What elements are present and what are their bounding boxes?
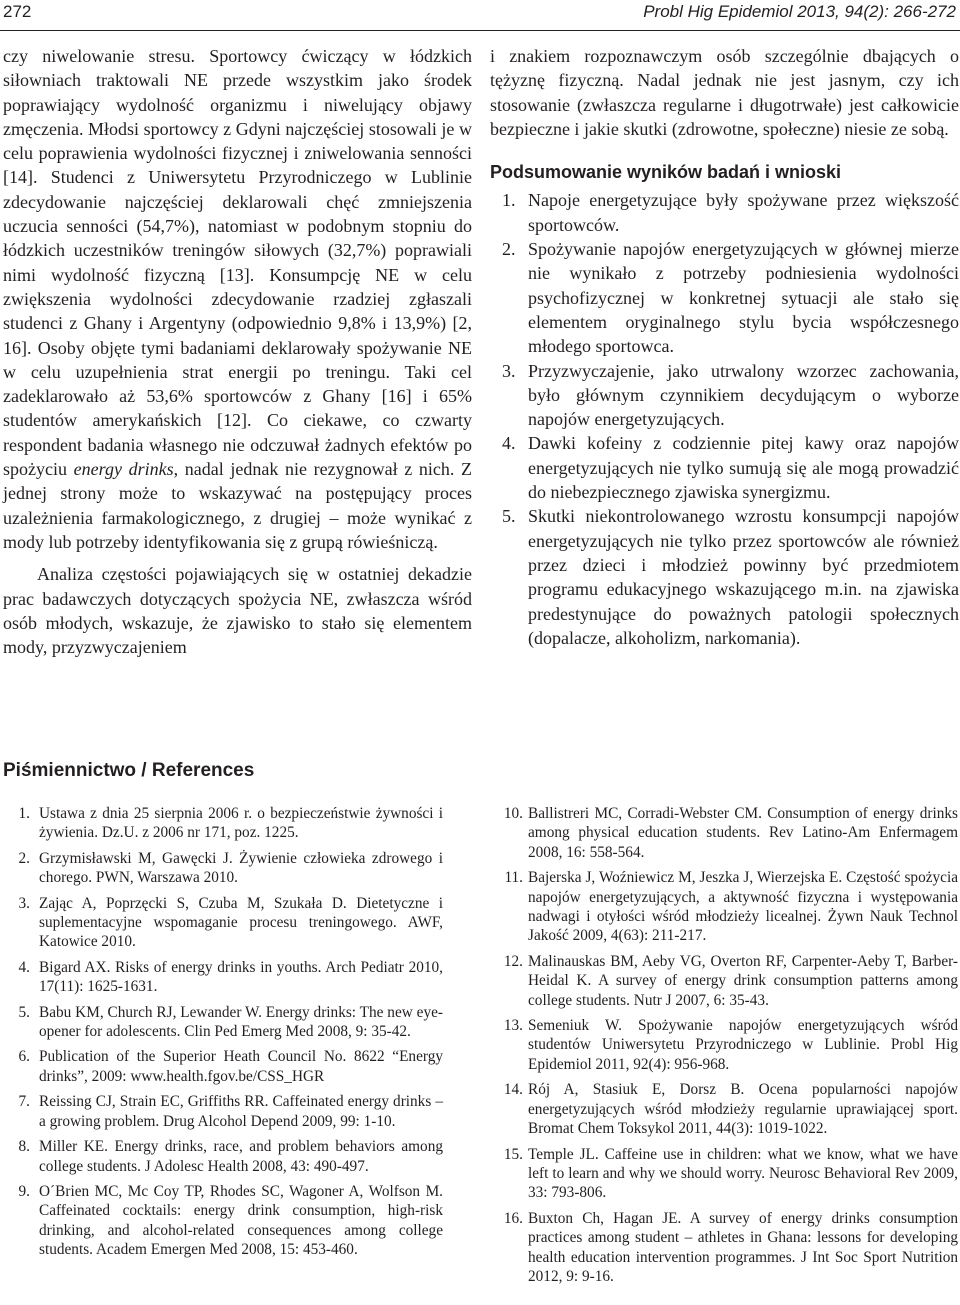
item-number: 2. — [502, 239, 516, 260]
reference-number: 10. — [503, 805, 523, 822]
reference-text: Buxton Ch, Hagan JE. A survey of energy drinks consumption practices among student – athletes in Ghana: lessons for developing health education intervention programmes. J Int Soc Sport Nutrition 2012, 9: 9-16. — [528, 1209, 958, 1285]
reference-number: 9. — [18, 1182, 30, 1200]
body-paragraph: Analiza częstości pojawiających się w ostatniej dekadzie prac badawczych dotyczących spożycia NE, zwłaszcza wśród osób młodych, wskazuje, że zjawisko to stało się elementem mody, przyzwyczajeniem — [3, 564, 472, 658]
conclusion-item — [490, 237, 959, 358]
item-number: 5. — [502, 506, 516, 527]
reference-text: Temple JL. Caffeine use in children: what we know, what we have left to learn and why we should worry. Neurosc Behavioral Rev 2009, 33: 793-806. — [528, 1145, 958, 1202]
references-heading: Piśmiennictwo / References — [3, 760, 255, 781]
page-header — [0, 0, 960, 31]
reference-number: 12. — [503, 952, 523, 970]
reference-item — [3, 1003, 443, 1042]
reference-item — [3, 1047, 443, 1086]
reference-number: 13. — [503, 1017, 523, 1035]
reference-item — [496, 868, 958, 946]
body-paragraph: i znakiem rozpoznawczym osób szczególnie dbających o tężyznę fizyczną. Nadal jednak nie jest jasnym, czy ich stosowanie (zwłaszcza regularne i długotrwałe) jest całkowicie bezpieczne i jakie skutki (zdrowotne, społeczne) niesie ze sobą. — [490, 46, 959, 139]
reference-number: 16. — [503, 1209, 523, 1227]
reference-text: Semeniuk W. Spożywanie napojów energetyzujących wśród studentów Uniwersytetu Przyrodniczego w Lublinie. Probl Hig Epidemiol 2011, 92(4): 956-968. — [528, 1017, 958, 1073]
reference-number: 8. — [18, 1138, 30, 1156]
reference-text: Bigard AX. Risks of energy drinks in youths. Arch Pediatr 2010, 17(11): 1625-1631. — [39, 958, 443, 996]
item-number: 3. — [502, 360, 516, 381]
journal-citation: Probl Hig Epidemiol 2013, 94(2): 266-272 — [643, 2, 956, 21]
reference-text: Babu KM, Church RJ, Lewander W. Energy drinks: The new eye-opener for adolescents. Clin Ped Emerg Med 2008, 9: 35-42. — [39, 1003, 443, 1041]
reference-text: Rój A, Stasiuk E, Dorsz B. Ocena popularności napojów energetyzujących wśród młodzieży regularnie uprawiającej sport. Bromat Chem Toksykol 2011, 44(3): 1019-1022. — [528, 1081, 958, 1138]
conclusion-item — [490, 431, 959, 504]
reference-item — [496, 1145, 958, 1203]
left-column — [3, 44, 472, 659]
conclusion-item — [490, 359, 959, 432]
reference-text: O´Brien MC, Mc Coy TP, Rhodes SC, Wagoner A, Wolfson M. Caffeinated cocktails: energy drink consumption, high-risk drinking, and alcohol-related consequences among college students. Academ Emergen Med 2008, 15: 453-460. — [39, 1182, 443, 1259]
reference-number: 2. — [18, 849, 30, 867]
paragraph-text: czy niwelowanie stresu. Sportowcy ćwiczący w łódzkich siłowniach traktowali NE przede wszystkim jako środek poprawiający wydolność organizmu i niwelujący objawy zmęczenia. Młodsi sportowcy z Gdyni najczęściej stosowali je w celu poprawienia wydolności fizycznej i zniwelowania senności [14]. Studenci z Uniwersytetu Przyrodniczego w Lublinie zdecydowanie najczęściej deklarowali chęć zmniejszenia uczucia senności (54,7%), natomiast w podobnym stopniu do łódzkich uczestników treningów siłowych (32,7%) poprawiali nimi wydolność fizyczną [13]. Konsumpcję NE w celu zwiększenia wydolności zdecydowanie rzadziej zgłaszali studenci z Ghany i Argentyny (odpowiednio 9,8% i 13,9%) [2, 16]. Osoby objęte tymi badaniami deklarowały spożywanie NE w celu uzupełnienia strat energii po treningu. Taki cel zadeklarowało aż 53,6% sportowców z Ghany [16] i 65% studentów amerykańskich [12]. Co ciekawe, co czwarty respondent badania własnego nie odczuwał żadnych efektów po spożyciu — [3, 46, 472, 480]
reference-number: 5. — [18, 1003, 30, 1021]
item-text: Skutki niekontrolowanego wzrostu konsumpcji napojów energetyzujących nie tylko przez sportowców ale również przez dzieci i młodzież powinny być przedmiotem programu edukacyjnego wskazującego m.in. na zjawiska predestynujące do poważnych patologii społecznych (dopalacze, alkoholizm, narkomania). — [528, 506, 959, 648]
right-column — [490, 44, 959, 650]
reference-number: 15. — [503, 1145, 523, 1163]
reference-number: 1. — [18, 805, 30, 822]
reference-text: Bajerska J, Woźniewicz M, Jeszka J, Wierzejska E. Częstość spożycia napojów energetyzujących, a aktywność fizyczna i występowania nadwagi i otyłości wśród młodzieży licealnej. Żywn Nauk Technol Jakość 2009, 4(63): 211-217. — [528, 869, 958, 945]
item-text: Napoje energetyzujące były spożywane przez większość sportowców. — [528, 190, 959, 235]
item-number: 4. — [502, 433, 516, 454]
item-text: Przyzwyczajenie, jako utrwalony wzorzec zachowania, było głównym czynnikiem decydującym o wyborze napojów energetyzujących. — [528, 360, 959, 430]
reference-text: Grzymisławski M, Gawęcki J. Żywienie człowieka zdrowego i chorego. PWN, Warszawa 2010. — [39, 849, 443, 887]
reference-text: Ballistreri MC, Corradi-Webster CM. Consumption of energy drinks among physical education students. Rev Latino-Am Enfermagem 2008, 16: 558-564. — [528, 805, 958, 861]
reference-text: Malinauskas BM, Aeby VG, Overton RF, Carpenter-Aeby T, Barber-Heidal K. A survey of energy drink consumption patterns among college students. Nutr J 2007, 6: 35-43. — [528, 952, 958, 1009]
reference-item — [3, 958, 443, 997]
conclusion-item — [490, 188, 959, 237]
item-number: 1. — [502, 190, 516, 211]
conclusion-item — [490, 504, 959, 650]
reference-number: 6. — [18, 1048, 30, 1066]
reference-text: Miller KE. Energy drinks, race, and problem behaviors among college students. J Adolesc Health 2008, 43: 490-497. — [39, 1138, 443, 1175]
reference-item — [3, 894, 443, 952]
reference-text: Ustawa z dnia 25 sierpnia 2006 r. o bezpieczeństwie żywności i żywienia. Dz.U. z 2006 nr 171, poz. 1225. — [39, 805, 443, 842]
reference-item — [3, 804, 443, 843]
references-left-column — [3, 804, 443, 1266]
reference-number: 11. — [504, 869, 523, 887]
conclusions-heading: Podsumowanie wyników badań i wnioski — [490, 162, 842, 183]
italic-term: energy drinks — [73, 459, 174, 480]
page-number: 272 — [3, 2, 32, 21]
reference-number: 3. — [18, 894, 30, 912]
reference-number: 4. — [18, 958, 30, 976]
reference-text: Zając A, Poprzęcki S, Czuba M, Szukała D. Dietetyczne i suplementacyjne wspomaganie procesu treningowego. AWF, Katowice 2010. — [39, 894, 443, 951]
reference-item — [496, 1209, 958, 1287]
reference-text: Reissing CJ, Strain EC, Griffiths RR. Caffeinated energy drinks – a growing problem. Drug Alcohol Depend 2009, 99: 1-10. — [39, 1093, 443, 1130]
paragraph-text: , nadal jednak nie rezygnował z nich. Z jednej strony może to wskazywać na postępujący proces uzależnienia farmakologicznego, z drugiej – może wynikać z mody lub potrzeby identyfikowania się z grupą rówieśniczą. — [3, 459, 473, 552]
reference-item — [496, 952, 958, 1010]
reference-item — [3, 1137, 443, 1176]
reference-item — [3, 1092, 443, 1131]
reference-item — [496, 1080, 958, 1138]
reference-item — [496, 804, 958, 862]
body-paragraph — [3, 44, 472, 554]
reference-number: 14. — [503, 1081, 523, 1099]
reference-text: Publication of the Superior Heath Council No. 8622 “Energy drinks”, 2009: www.health.fgov.be/CSS_HGR — [39, 1048, 443, 1085]
reference-item — [3, 849, 443, 888]
conclusions-list — [490, 188, 959, 650]
item-text: Dawki kofeiny z codziennie pitej kawy oraz napojów energetyzujących nie tylko sumują się ale mogą prowadzić do niebezpiecznego zjawiska synergizmu. — [528, 433, 959, 503]
references-right-column — [496, 804, 958, 1292]
reference-item — [3, 1182, 443, 1260]
item-text: Spożywanie napojów energetyzujących w głównej mierze nie wynikało z potrzeby podniesienia wydolności psychofizycznej w konkretnej sytuacji ale stało się elementem oryginalnego stylu bycia współczesnego młodego sportowca. — [528, 239, 959, 357]
reference-number: 7. — [18, 1093, 30, 1111]
reference-item — [496, 1016, 958, 1074]
